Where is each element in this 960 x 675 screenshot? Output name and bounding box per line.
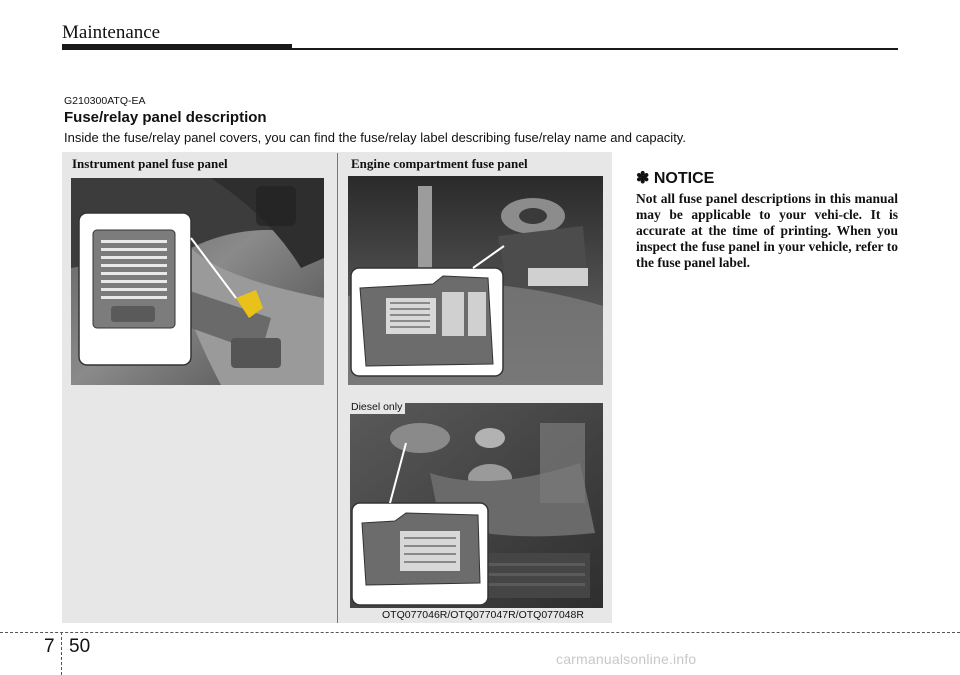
engine-compartment-photo — [348, 176, 603, 385]
header-rule-thin — [292, 48, 898, 50]
section-heading: Fuse/relay panel description — [64, 109, 267, 126]
chapter-number: 7 — [44, 636, 55, 657]
diesel-only-label: Diesel only — [350, 401, 405, 414]
notice-title: ✽ NOTICE — [636, 170, 715, 187]
section-title: Maintenance — [62, 22, 161, 43]
footer-rule — [0, 632, 960, 633]
header-rule-thick — [62, 44, 292, 50]
caption-engine-compartment: Engine compartment fuse panel — [351, 156, 528, 171]
watermark-text: carmanualsonline.info — [556, 651, 697, 667]
footer-divider — [61, 632, 62, 675]
page-number: 50 — [69, 636, 91, 657]
instrument-panel-photo — [71, 178, 324, 385]
section-intro: Inside the fuse/relay panel covers, you can find the fuse/relay label describing fuse/relay name and capacity. — [64, 130, 686, 145]
figure-codes: OTQ077046R/OTQ077047R/OTQ077048R — [382, 609, 584, 621]
section-code: G210300ATQ-EA — [64, 95, 146, 107]
figure-divider — [337, 153, 338, 623]
notice-body: Not all fuse panel descriptions in this manual may be applicable to your vehi-cle. It is accurate at the time of printing. When you inspect the fuse panel in your vehicle, refer to the fuse panel label. — [636, 191, 898, 270]
diesel-engine-photo — [350, 403, 603, 608]
caption-instrument-panel: Instrument panel fuse panel — [72, 156, 228, 171]
